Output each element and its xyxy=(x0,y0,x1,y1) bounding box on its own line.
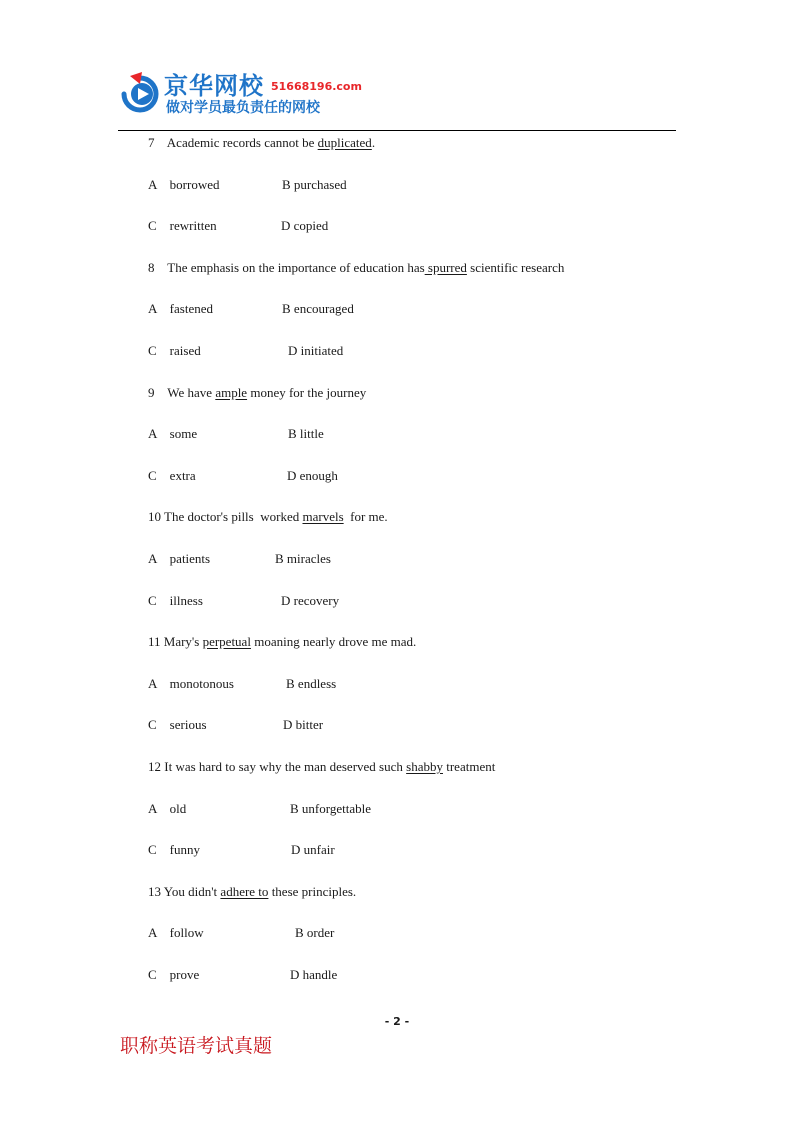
option-left: A monotonous xyxy=(148,676,234,691)
question-stem xyxy=(148,385,366,401)
option-left: C funny xyxy=(148,842,200,857)
option-right: B little xyxy=(288,426,324,441)
question-text-end: moaning nearly drove me mad. xyxy=(250,634,417,649)
option-right: B order xyxy=(295,925,335,940)
page-number: - 2 - xyxy=(384,1015,410,1028)
option-left: A fastened xyxy=(148,301,213,316)
option-right: D copied xyxy=(281,218,329,233)
question-stem xyxy=(148,509,388,525)
question-text: 12 It was hard to say why the man deserved such xyxy=(148,759,407,774)
option-left: A some xyxy=(148,426,198,441)
header-divider xyxy=(118,130,676,131)
option-right: D unfair xyxy=(291,842,335,857)
option-left: C prove xyxy=(148,967,200,982)
question-text: 13 You didn't xyxy=(148,884,221,899)
question-stem xyxy=(148,759,495,775)
option-right: B endless xyxy=(286,676,337,691)
option-left: C raised xyxy=(148,343,201,358)
option-left: A follow xyxy=(148,925,204,940)
option-right: D recovery xyxy=(281,593,340,608)
option-left: C extra xyxy=(148,468,196,483)
option-left: C rewritten xyxy=(148,218,217,233)
question-stem xyxy=(148,135,375,151)
site-logo xyxy=(118,66,362,122)
question-text: 8 The emphasis on the importance of education has xyxy=(148,260,425,275)
question-text-end: . xyxy=(371,135,376,150)
question-text: 7 Academic records cannot be xyxy=(148,135,318,150)
question-stem xyxy=(148,260,564,276)
question-stem xyxy=(148,884,356,900)
option-right: D handle xyxy=(290,967,338,982)
question-text: 9 We have xyxy=(148,385,216,400)
question-text-end: treatment xyxy=(442,759,496,774)
option-right: B miracles xyxy=(275,551,331,566)
logo-brand-text: 京华网校 xyxy=(164,72,264,100)
question-text: 11 Mary's xyxy=(148,634,203,649)
option-right: B unforgettable xyxy=(290,801,371,816)
footer-title: 职称英语考试真题 xyxy=(120,1035,273,1057)
question-text-end: these principles. xyxy=(268,884,357,899)
question-text-end: money for the journey xyxy=(247,385,367,400)
target-word: adhere to xyxy=(220,884,269,899)
target-word: duplicated xyxy=(317,135,372,150)
question-stem xyxy=(148,634,416,650)
option-left: C illness xyxy=(148,593,203,608)
option-right: D enough xyxy=(287,468,338,483)
option-right: D initiated xyxy=(288,343,344,358)
target-word: shabby xyxy=(406,759,443,774)
question-text-end: for me. xyxy=(343,509,388,524)
question-text-end: scientific research xyxy=(466,260,565,275)
logo-site-url: 51668196.com xyxy=(271,80,362,93)
logo-play-icon xyxy=(118,70,162,114)
option-left: C serious xyxy=(148,717,207,732)
option-left: A old xyxy=(148,801,187,816)
option-left: A patients xyxy=(148,551,211,566)
option-right: B purchased xyxy=(282,177,347,192)
option-right: D bitter xyxy=(283,717,324,732)
option-left: A borrowed xyxy=(148,177,220,192)
option-right: B encouraged xyxy=(282,301,354,316)
target-word: perpetual xyxy=(202,634,251,649)
logo-slogan: 做对学员最负责任的网校 xyxy=(166,100,320,116)
target-word: marvels xyxy=(302,509,344,524)
target-word: spurred xyxy=(424,260,467,275)
target-word: ample xyxy=(215,385,248,400)
question-text: 10 The doctor's pills worked xyxy=(148,509,303,524)
